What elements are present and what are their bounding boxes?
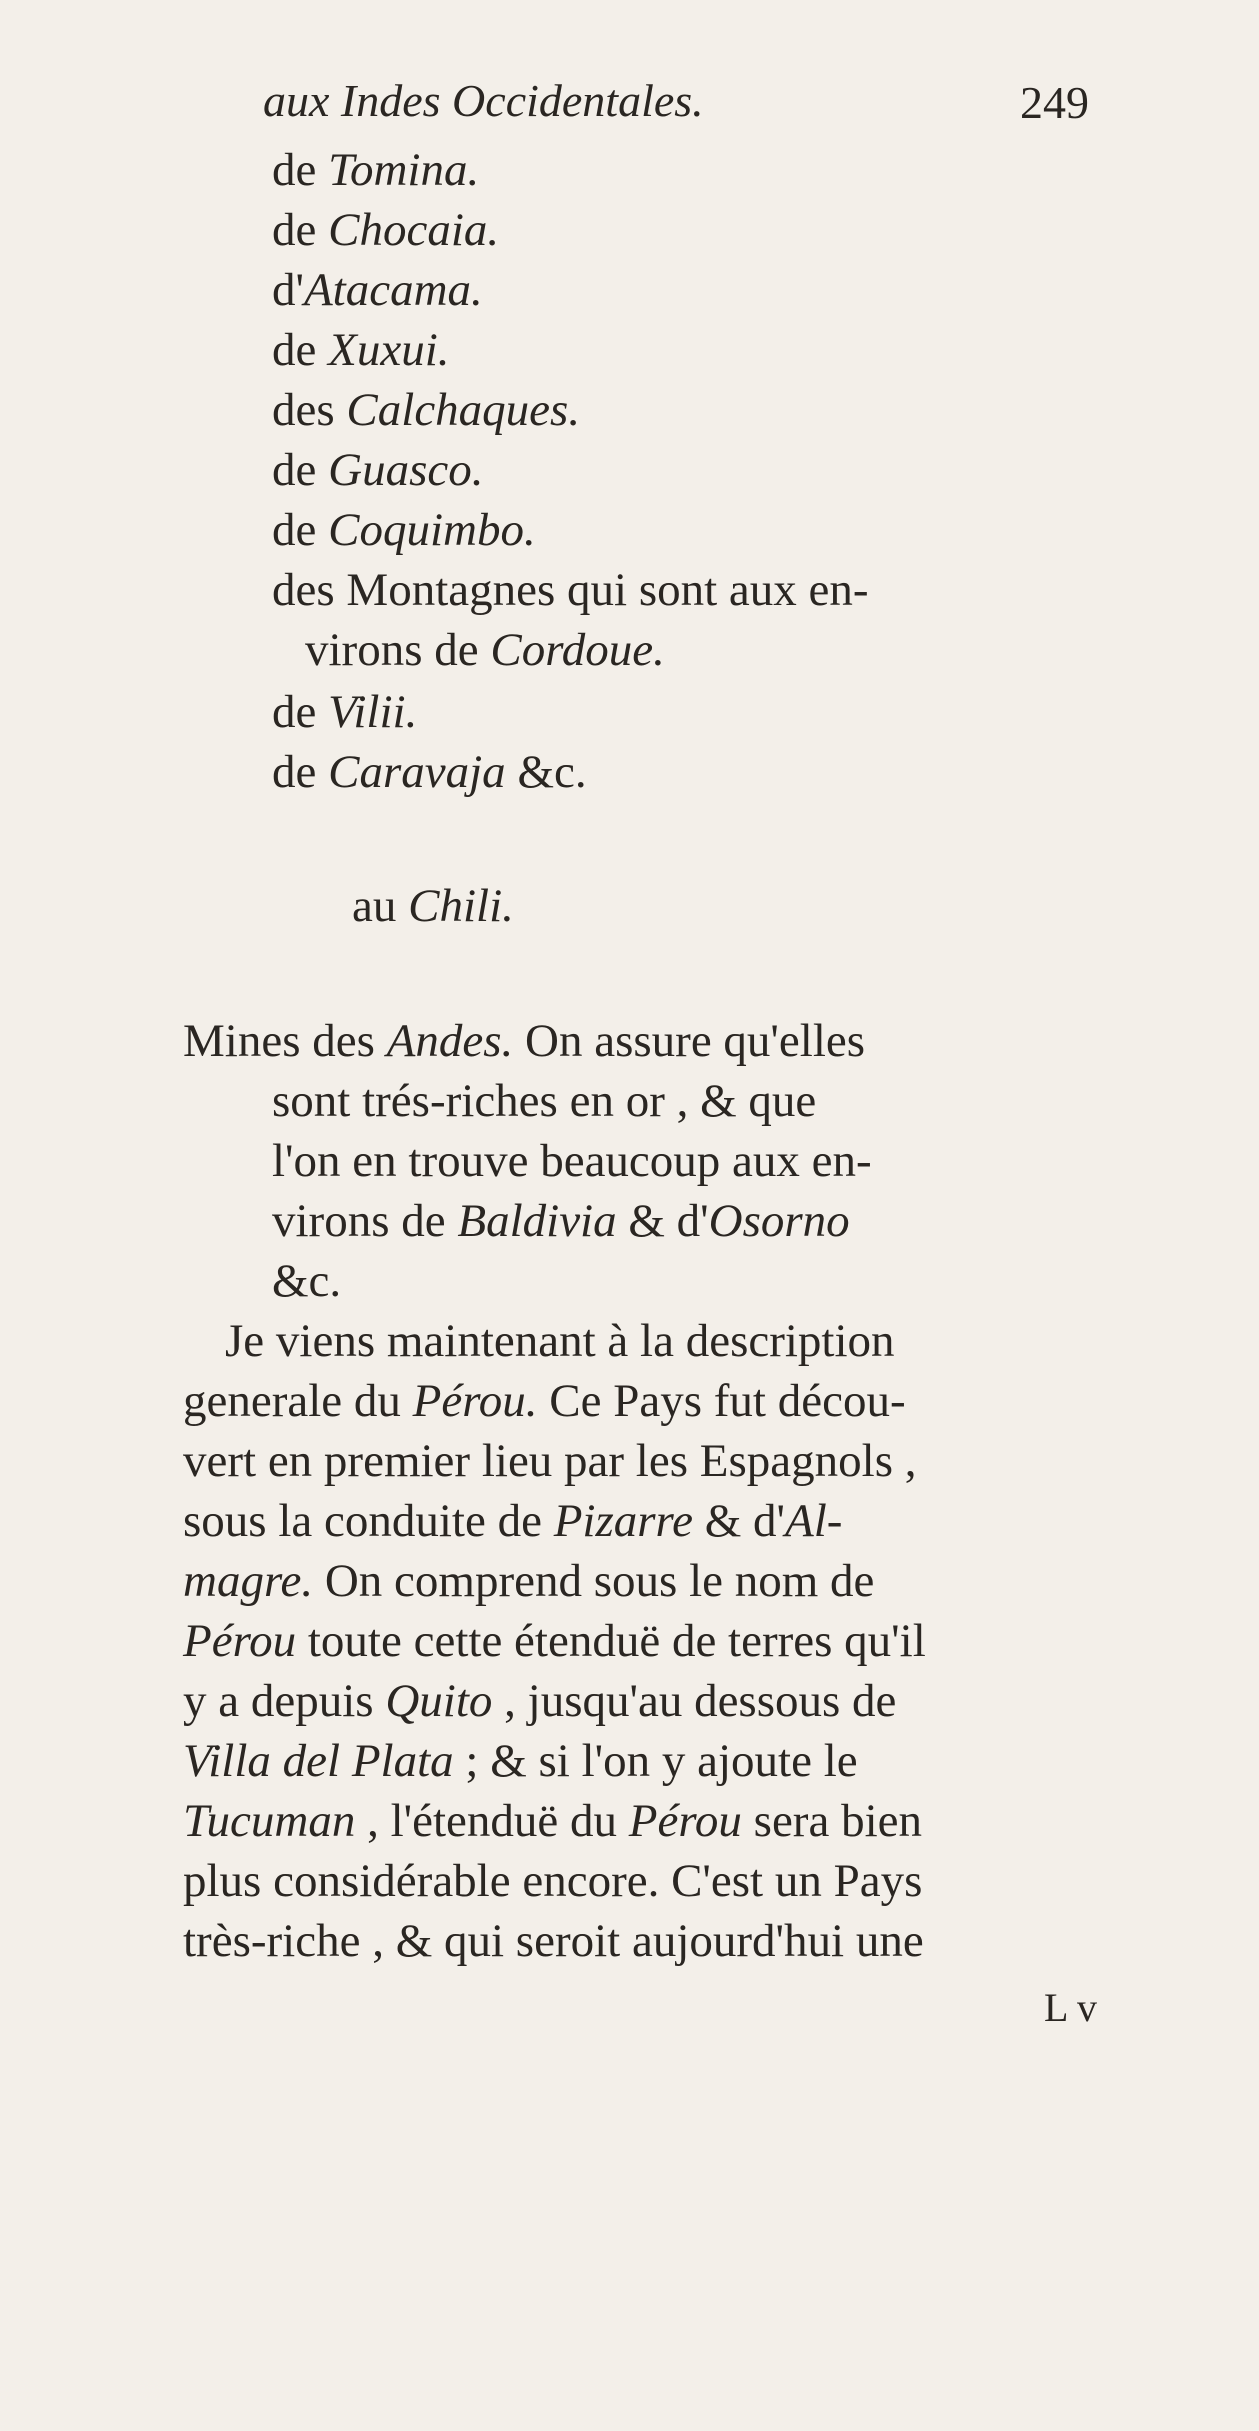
list-item-mountains-line-1: des Montagnes qui sont aux en- (272, 564, 869, 616)
section-heading: au Chili. (352, 880, 514, 932)
paragraph-peru-line: generale du Pérou. Ce Pays fut décou- (183, 1375, 906, 1427)
list-item: de Xuxui. (272, 324, 450, 376)
paragraph-peru-line: plus considérable encore. C'est un Pays (183, 1855, 923, 1907)
list-item: de Caravaja &c. (272, 746, 587, 798)
place-name: Chili. (408, 880, 514, 932)
paragraph-mines-line: &c. (272, 1255, 342, 1307)
running-header (263, 75, 704, 126)
list-item: de Vilii. (272, 686, 418, 738)
paragraph-peru-line: Je viens maintenant à la description (225, 1315, 895, 1367)
page-number: 249 (1020, 77, 1089, 128)
place-name: Chocaia. (328, 204, 500, 256)
paragraph-peru-line: très-riche , & qui seroit aujourd'hui une (183, 1915, 924, 1967)
place-name: Coquimbo. (328, 504, 536, 556)
place-name: Xuxui. (328, 324, 450, 376)
list-item-mountains-line-2: virons de Cordoue. (305, 624, 665, 676)
paragraph-peru-line: Villa del Plata ; & si l'on y ajoute le (183, 1735, 858, 1787)
place-name: Tomina. (328, 144, 480, 196)
paragraph-peru-line: magre. On comprend sous le nom de (183, 1555, 875, 1607)
paragraph-peru-line: Pérou toute cette étenduë de terres qu'il (183, 1615, 926, 1667)
list-item: de Chocaia. (272, 204, 500, 256)
place-name: Calchaques. (346, 384, 581, 436)
paragraph-mines-line: virons de Baldivia & d'Osorno (272, 1195, 850, 1247)
list-item: de Tomina. (272, 144, 480, 196)
paragraph-mines-line: Mines des Andes. On assure qu'elles (183, 1015, 866, 1067)
paragraph-mines-line: l'on en trouve beaucoup aux en- (272, 1135, 872, 1187)
list-item: de Guasco. (272, 444, 484, 496)
place-name: Atacama. (303, 264, 483, 316)
list-item: d'Atacama. (272, 264, 483, 316)
signature-mark: L v (1044, 1985, 1097, 2030)
paragraph-peru-line: vert en premier lieu par les Espagnols , (183, 1435, 917, 1487)
place-name: Caravaja (328, 746, 506, 798)
paragraph-peru-line: sous la conduite de Pizarre & d'Al- (183, 1495, 843, 1547)
paragraph-mines-line: sont trés-riches en or , & que (272, 1075, 817, 1127)
list-item: de Coquimbo. (272, 504, 536, 556)
paragraph-peru-line: Tucuman , l'étenduë du Pérou sera bien (183, 1795, 922, 1847)
list-item: des Calchaques. (272, 384, 581, 436)
place-name: Guasco. (328, 444, 484, 496)
place-name: Cordoue. (490, 624, 665, 676)
paragraph-peru-line: y a depuis Quito , jusqu'au dessous de (183, 1675, 897, 1727)
running-title: aux Indes Occidentales. (263, 75, 704, 126)
place-name: Vilii. (328, 686, 418, 738)
